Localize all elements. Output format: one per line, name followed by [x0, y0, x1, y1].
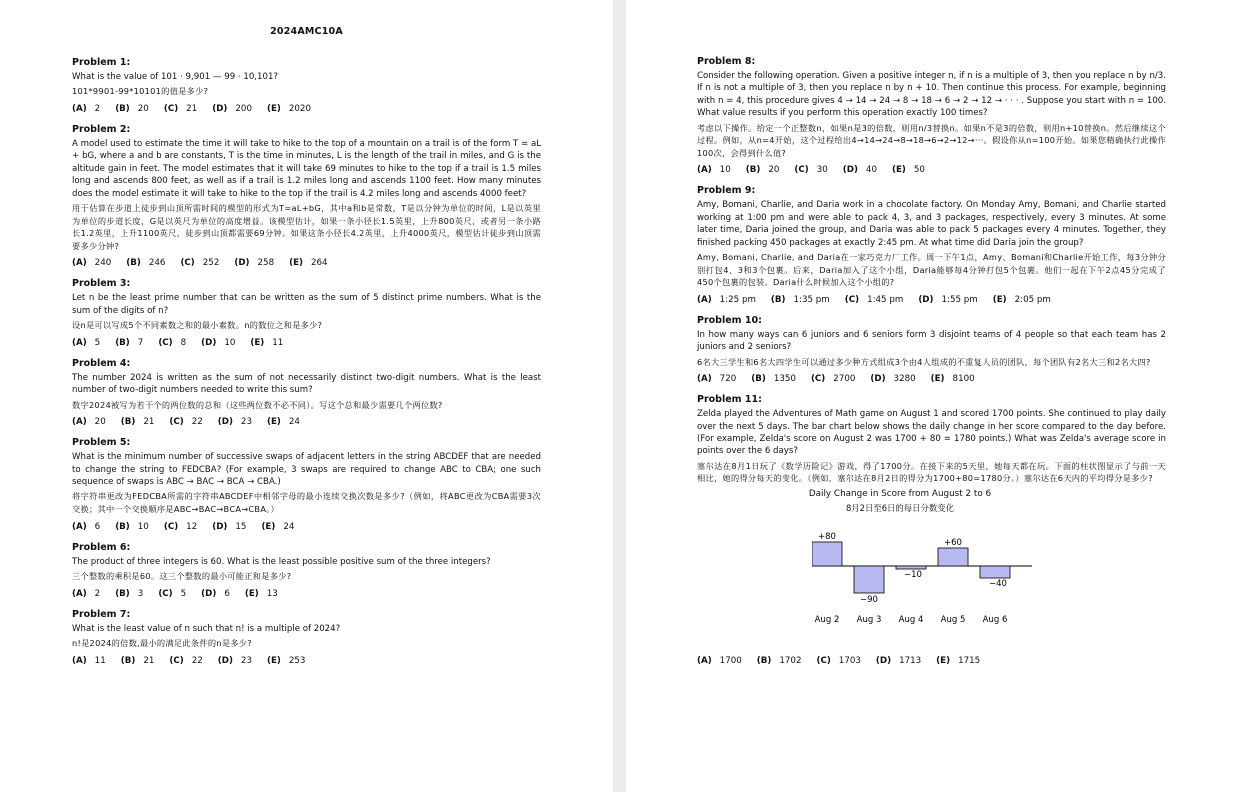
- answer-choices: [72, 656, 541, 666]
- answer-choice: [201, 589, 230, 599]
- chart-category-label: Aug 4: [898, 615, 924, 626]
- problem-text-english: The product of three integers is 60. What is the least possible positive sum of the three integers?: [72, 556, 491, 567]
- choice-value: 2700: [833, 374, 856, 385]
- choice-value: 1713: [899, 656, 922, 667]
- answer-choices: [697, 165, 1166, 175]
- choice-letter: (D): [201, 337, 217, 348]
- choice-letter: (D): [212, 104, 228, 114]
- choice-value: 13: [266, 588, 278, 599]
- answer-choice: [115, 522, 149, 532]
- problem-title: Problem 1:: [72, 57, 131, 68]
- document-title: 2024AMC10A: [270, 26, 343, 37]
- choice-value: 50: [913, 165, 925, 176]
- answer-choice: [757, 656, 802, 666]
- choice-letter: (D): [918, 294, 934, 305]
- choice-letter: (D): [234, 258, 250, 269]
- choice-letter: (B): [745, 165, 761, 176]
- problem-text-chinese: 数字2024被写为若干个的两位数的总和（这些两位数不必不同）。写这个总和最少需要几个两位数?: [72, 399, 443, 410]
- problem-text-chinese: 考虑以下操作。给定一个正整数n，如果n是3的倍数，则用n/3替换n。如果n不是3的倍数，则用n+10替换n。然后继续这个过程。例如，从n=4开始，这个过程给出4→14→24→8→18→6→2→12→···。假设你从n=100开始。如果您精确执行此操作100次，会得到什么值?: [697, 122, 1166, 158]
- choice-letter: (D): [201, 588, 217, 599]
- choice-letter: (A): [72, 258, 87, 269]
- choice-letter: (A): [72, 104, 87, 114]
- choice-value: 15: [235, 521, 247, 532]
- answer-choice: [218, 417, 252, 427]
- choice-value: 253: [288, 655, 306, 666]
- problem-text-chinese: 将字符串更改为FEDCBA所需的字符串ABCDEF中相邻字母的最小连续交换次数是多少?（例如，将ABC更改为CBA需要3次交换；其中一个交换顺序是ABC→BAC→BCA→CBA。）: [72, 491, 541, 515]
- problem-block: [72, 542, 541, 599]
- choice-letter: (E): [289, 258, 303, 269]
- choice-value: 20: [94, 417, 106, 428]
- choice-value: 10: [224, 337, 236, 348]
- problem-block: [72, 124, 541, 268]
- choice-value: 21: [143, 417, 155, 428]
- chart-category-label: Aug 3: [856, 615, 882, 626]
- choice-letter: (B): [115, 337, 130, 348]
- choice-letter: (B): [120, 655, 136, 666]
- answer-choice: [72, 258, 111, 268]
- answer-choice: [115, 338, 143, 348]
- answer-choice: [212, 522, 246, 532]
- choice-value: 7: [137, 337, 144, 348]
- problem-title: Problem 7:: [72, 608, 131, 620]
- answer-choice: [72, 338, 100, 348]
- answer-choice: [72, 656, 106, 666]
- answer-choice: [115, 589, 143, 599]
- choice-value: 23: [240, 417, 252, 428]
- choice-letter: (B): [115, 588, 130, 599]
- answer-choices: [697, 656, 1166, 666]
- choice-letter: (C): [158, 337, 173, 348]
- problem-title: Problem 9:: [697, 185, 756, 197]
- problem-title: Problem 6:: [72, 541, 131, 553]
- problem-list-left: [72, 57, 541, 666]
- choice-letter: (A): [72, 337, 87, 348]
- answer-choice: [870, 374, 915, 384]
- choice-value: 20: [768, 165, 780, 176]
- answer-choice: [121, 417, 155, 427]
- choice-value: 2: [94, 588, 101, 599]
- chart-bar: [812, 542, 842, 566]
- choice-letter: (E): [266, 655, 281, 666]
- answer-choice: [936, 656, 980, 666]
- answer-choice: [289, 258, 327, 268]
- answer-choice: [931, 374, 975, 384]
- choice-letter: (E): [244, 588, 259, 599]
- answer-choice: [816, 656, 860, 666]
- choice-letter: (C): [810, 374, 826, 385]
- answer-choice: [164, 104, 197, 114]
- problem-block: [72, 437, 541, 531]
- choice-letter: (B): [115, 521, 130, 532]
- choice-letter: (D): [217, 417, 233, 428]
- answer-choice: [158, 338, 186, 348]
- choice-value: 1:25 pm: [719, 294, 756, 305]
- answer-choice: [771, 295, 830, 305]
- answer-choice: [115, 104, 149, 114]
- answer-choices: [72, 589, 541, 599]
- chart-plot: [812, 518, 1152, 626]
- choice-value: 8: [180, 337, 187, 348]
- problem-title: Problem 5:: [72, 437, 131, 449]
- problem-block: [697, 394, 1166, 666]
- choice-letter: (E): [891, 165, 906, 176]
- chart-category-label: Aug 6: [982, 615, 1008, 626]
- bar-chart: [697, 489, 1093, 626]
- choice-value: 10: [137, 521, 149, 532]
- problem-list-right: [697, 56, 1166, 666]
- answer-choice: [245, 589, 278, 599]
- choice-letter: (A): [72, 521, 87, 532]
- chart-data-label: +60: [944, 538, 962, 549]
- answer-choice: [212, 104, 252, 114]
- answer-choice: [697, 295, 756, 305]
- answer-choice: [72, 522, 100, 532]
- page-right: [626, 0, 1233, 792]
- problem-text-english: The number 2024 is written as the sum of not necessarily distinct two-digit numbers. What is the least number of two-digit numbers needed to write this sum?: [72, 372, 541, 396]
- choice-value: 2:05 pm: [1014, 294, 1051, 305]
- choice-letter: (A): [72, 655, 87, 666]
- answer-choices: [697, 295, 1166, 305]
- answer-choice: [72, 589, 100, 599]
- answer-choice: [993, 295, 1051, 305]
- choice-letter: (A): [697, 294, 712, 305]
- answer-choice: [267, 656, 305, 666]
- choice-value: 1:45 pm: [867, 294, 904, 305]
- choice-letter: (C): [169, 417, 184, 428]
- problem-block: [72, 609, 541, 666]
- choice-value: 5: [94, 337, 101, 348]
- answer-choice: [218, 656, 252, 666]
- choice-value: 1:35 pm: [793, 294, 830, 305]
- answer-choice: [72, 104, 100, 114]
- chart-bar: [980, 566, 1010, 578]
- choice-value: 11: [94, 655, 106, 666]
- chart-subtitle: 8月2日至6日的每日分数变化: [845, 503, 955, 514]
- choice-letter: (A): [72, 588, 87, 599]
- problem-block: [72, 57, 541, 114]
- choice-value: 3: [137, 588, 144, 599]
- problem-title: Problem 4:: [72, 357, 131, 369]
- chart-category-label: Aug 5: [940, 615, 966, 626]
- problem-block: [697, 185, 1166, 304]
- answer-choices: [72, 104, 541, 114]
- choice-letter: (C): [794, 165, 809, 176]
- page-left: [0, 0, 613, 792]
- choice-letter: (D): [875, 656, 892, 667]
- problem-text-chinese: 101*9901-99*10101的值是多少?: [72, 86, 209, 97]
- choice-letter: (E): [266, 417, 281, 428]
- problem-title: Problem 2:: [72, 124, 131, 135]
- answer-choice: [843, 165, 877, 175]
- problem-text-chinese: 设n是可以写成5个不同素数之和的最小素数。n的数位之和是多少?: [72, 320, 323, 331]
- choice-letter: (B): [126, 258, 141, 269]
- choice-letter: (B): [770, 294, 786, 305]
- answer-choice: [164, 522, 197, 532]
- choice-value: 246: [148, 258, 166, 269]
- choice-value: 12: [186, 521, 198, 532]
- answer-choice: [794, 165, 827, 175]
- choice-letter: (C): [169, 655, 184, 666]
- choice-value: 1715: [958, 656, 981, 667]
- choice-value: 1350: [773, 374, 796, 385]
- choice-letter: (E): [250, 337, 265, 348]
- chart-data-label: −40: [989, 579, 1007, 590]
- choice-value: 200: [235, 104, 252, 114]
- choice-letter: (B): [756, 656, 772, 667]
- choice-value: 24: [283, 521, 295, 532]
- choice-value: 3280: [893, 374, 916, 385]
- answer-choice: [918, 295, 977, 305]
- problem-text-chinese: n!是2024的倍数,最小的满足此条件的n是多少?: [72, 638, 252, 649]
- choice-value: 6: [94, 521, 101, 532]
- choice-value: 1703: [838, 656, 861, 667]
- answer-choices: [697, 374, 1166, 384]
- choice-letter: (A): [697, 656, 712, 667]
- choice-value: 21: [143, 655, 155, 666]
- choice-letter: (D): [217, 655, 233, 666]
- problem-text-chinese: 用于估算在步道上徒步到山顶所需时间的模型的形式为T=aL+bG，其中a和b是常数，T是以分钟为单位的时间，L是以英里为单位的步道长度，G是以英尺为单位的高度增益。该模型估计，如果一条小径长1.5英里，上升800英尺，或者另一条小路长1.2英里，上升1100英尺，徒步到山顶都需要69分钟。如果这条小径长4.2英里，上升4000英尺，模型估计徒步到山顶需要多少分钟?: [72, 203, 541, 251]
- choice-value: 2020: [288, 104, 311, 114]
- choice-value: 720: [719, 374, 737, 385]
- choice-value: 22: [191, 655, 203, 666]
- answer-choice: [845, 295, 904, 305]
- choice-value: 30: [816, 165, 828, 176]
- problem-text-english: A model used to estimate the time it will take to hike to the top of a mountain on a trail is of the form T = aL + bG, where a and b are constants, T is the time in minutes, L is the length of the trail in miles, and G is the altitude gain in feet. The model estimates that it will take 69 minutes to hike to the top if a trail is 1.5 miles long and ascends 800 feet, as well as if a trail is 1.2 miles long and ascends 1100 feet. How many minutes does the model estimate it will take to hike to the top if the trail is 4.2 miles long and ascends 4000 feet?: [72, 139, 541, 199]
- problem-title: Problem 8:: [697, 56, 756, 67]
- choice-value: 264: [311, 258, 328, 269]
- answer-choices: [72, 258, 541, 268]
- answer-choice: [746, 165, 780, 175]
- problem-title: Problem 10:: [697, 314, 762, 326]
- answer-choice: [697, 374, 736, 384]
- problem-block: [72, 278, 541, 347]
- choice-letter: (E): [930, 374, 945, 385]
- chart-title: Daily Change in Score from August 2 to 6: [808, 489, 992, 500]
- choice-letter: (E): [936, 656, 951, 667]
- problem-block: [697, 315, 1166, 384]
- answer-choice: [811, 374, 855, 384]
- answer-choice: [180, 258, 219, 268]
- answer-choice: [234, 258, 274, 268]
- answer-choice: [169, 417, 202, 427]
- answer-choice: [72, 417, 106, 427]
- choice-letter: (D): [842, 165, 858, 176]
- choice-value: 1:55 pm: [941, 294, 978, 305]
- choice-value: 258: [257, 258, 275, 269]
- answer-choice: [158, 589, 186, 599]
- choice-letter: (B): [120, 417, 136, 428]
- choice-value: 2: [94, 104, 101, 114]
- problem-text-english: What is the minimum number of successive swaps of adjacent letters in the string ABCDEF that are needed to change the string to FEDCBA? (For example, 3 swaps are required to change ABC to CBA; one such sequence of swaps is ABC → BAC → BCA → CBA.): [72, 452, 541, 488]
- choice-letter: (C): [158, 588, 173, 599]
- chart-bar: [854, 566, 884, 593]
- answer-choice: [697, 656, 742, 666]
- problem-block: [697, 56, 1166, 175]
- choice-value: 252: [202, 258, 220, 269]
- problem-text-english: In how many ways can 6 juniors and 6 seniors form 3 disjoint teams of 4 people so that each team has 2 juniors and 2 seniors?: [697, 329, 1166, 353]
- problem-text-english: Amy, Bomani, Charlie, and Daria work in a chocolate factory. On Monday Amy, Bomani, and Charlie started working at 1:00 pm and were able to pack 4, 3, and 3 packages, respectively, every 3 minutes. At some later time, Daria joined the group, and Daria was able to pack 5 packages every 4 minutes. Together, they finished packing 450 packages at exactly 2:45 pm. At what time did Daria join the group?: [697, 200, 1166, 248]
- chart-data-label: −90: [860, 595, 878, 606]
- choice-letter: (E): [261, 521, 276, 532]
- problem-text-english: Zelda played the Adventures of Math game on August 1 and scored 1700 points. She continued to play daily over the next 5 days. The bar chart below shows the daily change in her score compared to the day before. (For example, Zelda's score on August 2 was 1700 + 80 = 1780 points.) What was Zelda's average score in points over the 6 days?: [697, 409, 1166, 457]
- chart-bar: [896, 566, 926, 569]
- problem-text-english: Let n be the least prime number that can be written as the sum of 5 distinct prime numbers. What is the sum of the digits of n?: [72, 293, 541, 316]
- choice-letter: (D): [870, 374, 886, 385]
- answer-choice: [697, 165, 731, 175]
- answer-choice: [267, 104, 311, 114]
- choice-letter: (C): [163, 521, 179, 532]
- choice-value: 1702: [779, 656, 802, 667]
- choice-value: 5: [180, 588, 187, 599]
- choice-value: 240: [94, 258, 112, 269]
- problem-text-english: Consider the following operation. Given a positive integer n, if n is a multiple of 3, then you replace n by n/3. If n is not a multiple of 3, then you replace n by n + 10. Then continue this process. For example, beginning with n = 4, this procedure gives 4 → 14 → 24 → 8 → 18 → 6 → 2 → 12 → · · · . Suppose you start with n = 100. What value results if you perform this operation exactly 100 times?: [697, 71, 1166, 119]
- chart-bar: [938, 548, 968, 566]
- choice-letter: (B): [115, 104, 130, 114]
- choice-letter: (C): [180, 258, 195, 269]
- chart-data-label: −10: [904, 570, 922, 581]
- choice-value: 22: [191, 417, 203, 428]
- choice-letter: (E): [992, 294, 1007, 305]
- answer-choice: [121, 656, 155, 666]
- choice-value: 40: [865, 165, 877, 176]
- problem-text-chinese: 三个整数的乘积是60。这三个整数的最小可能正和是多少?: [72, 571, 292, 582]
- choice-value: 21: [186, 104, 198, 114]
- choice-value: 1700: [719, 656, 742, 667]
- answer-choices: [72, 522, 541, 532]
- problem-text-chinese: 塞尔达在8月1日玩了《数学历险记》游戏，得了1700分。在接下来的5天里，她每天都在玩。下面的柱状图显示了与前一天相比，她的得分每天的变化。（例如，塞尔达在8月2日的得分为1700+80=1780分。）塞尔达在6天内的平均得分是多少?: [697, 460, 1166, 484]
- choice-letter: (C): [816, 656, 831, 667]
- answer-choice: [126, 258, 165, 268]
- choice-letter: (C): [844, 294, 860, 305]
- choice-letter: (A): [697, 165, 712, 176]
- answer-choice: [261, 522, 294, 532]
- choice-value: 11: [272, 337, 284, 348]
- choice-value: 23: [240, 655, 252, 666]
- answer-choice: [267, 417, 300, 427]
- choice-value: 24: [288, 417, 300, 428]
- answer-choices: [72, 338, 541, 348]
- choice-value: 20: [137, 104, 149, 114]
- chart-spacer: [697, 626, 1166, 650]
- answer-choice: [169, 656, 202, 666]
- answer-choice: [250, 338, 283, 348]
- answer-choice: [876, 656, 921, 666]
- problem-text-english: What is the value of 101 · 9,901 — 99 · 10,101?: [72, 72, 278, 82]
- choice-letter: (B): [751, 374, 766, 385]
- choice-value: 10: [719, 165, 731, 176]
- choice-letter: (D): [212, 521, 228, 532]
- answer-choices: [72, 417, 541, 427]
- choice-letter: (A): [697, 374, 712, 385]
- answer-choice: [751, 374, 796, 384]
- chart-data-label: +80: [818, 532, 836, 543]
- answer-choice: [201, 338, 235, 348]
- problem-title: Problem 11:: [697, 394, 762, 406]
- problem-block: [72, 358, 541, 427]
- problem-text-english: What is the least value of n such that n! is a multiple of 2024?: [72, 623, 341, 634]
- problem-title: Problem 3:: [72, 278, 131, 290]
- choice-value: 6: [224, 588, 230, 599]
- problem-text-chinese: Amy, Bomani, Charlie, and Daria在一家巧克力厂工作。周一下午1点，Amy、Bomani和Charlie开始工作，每3分钟分别打包4、3和3个包裹。后来，Daria加入了这个小组，Daria能够每4分钟打包5个包裹。他们一起在下午2点45分完成了450个包裹的包装。Daria什么时候加入这个小组的?: [697, 252, 1166, 288]
- answer-choice: [892, 165, 925, 175]
- choice-value: 8100: [952, 374, 975, 385]
- choice-letter: (A): [72, 417, 87, 428]
- problem-text-chinese: 6名大三学生和6名大四学生可以通过多少种方式组成3个由4人组成的不重复人员的团队，每个团队有2名大三和2名大四?: [697, 356, 1151, 367]
- chart-category-label: Aug 2: [814, 615, 840, 626]
- choice-letter: (E): [266, 104, 281, 114]
- choice-letter: (C): [163, 104, 179, 114]
